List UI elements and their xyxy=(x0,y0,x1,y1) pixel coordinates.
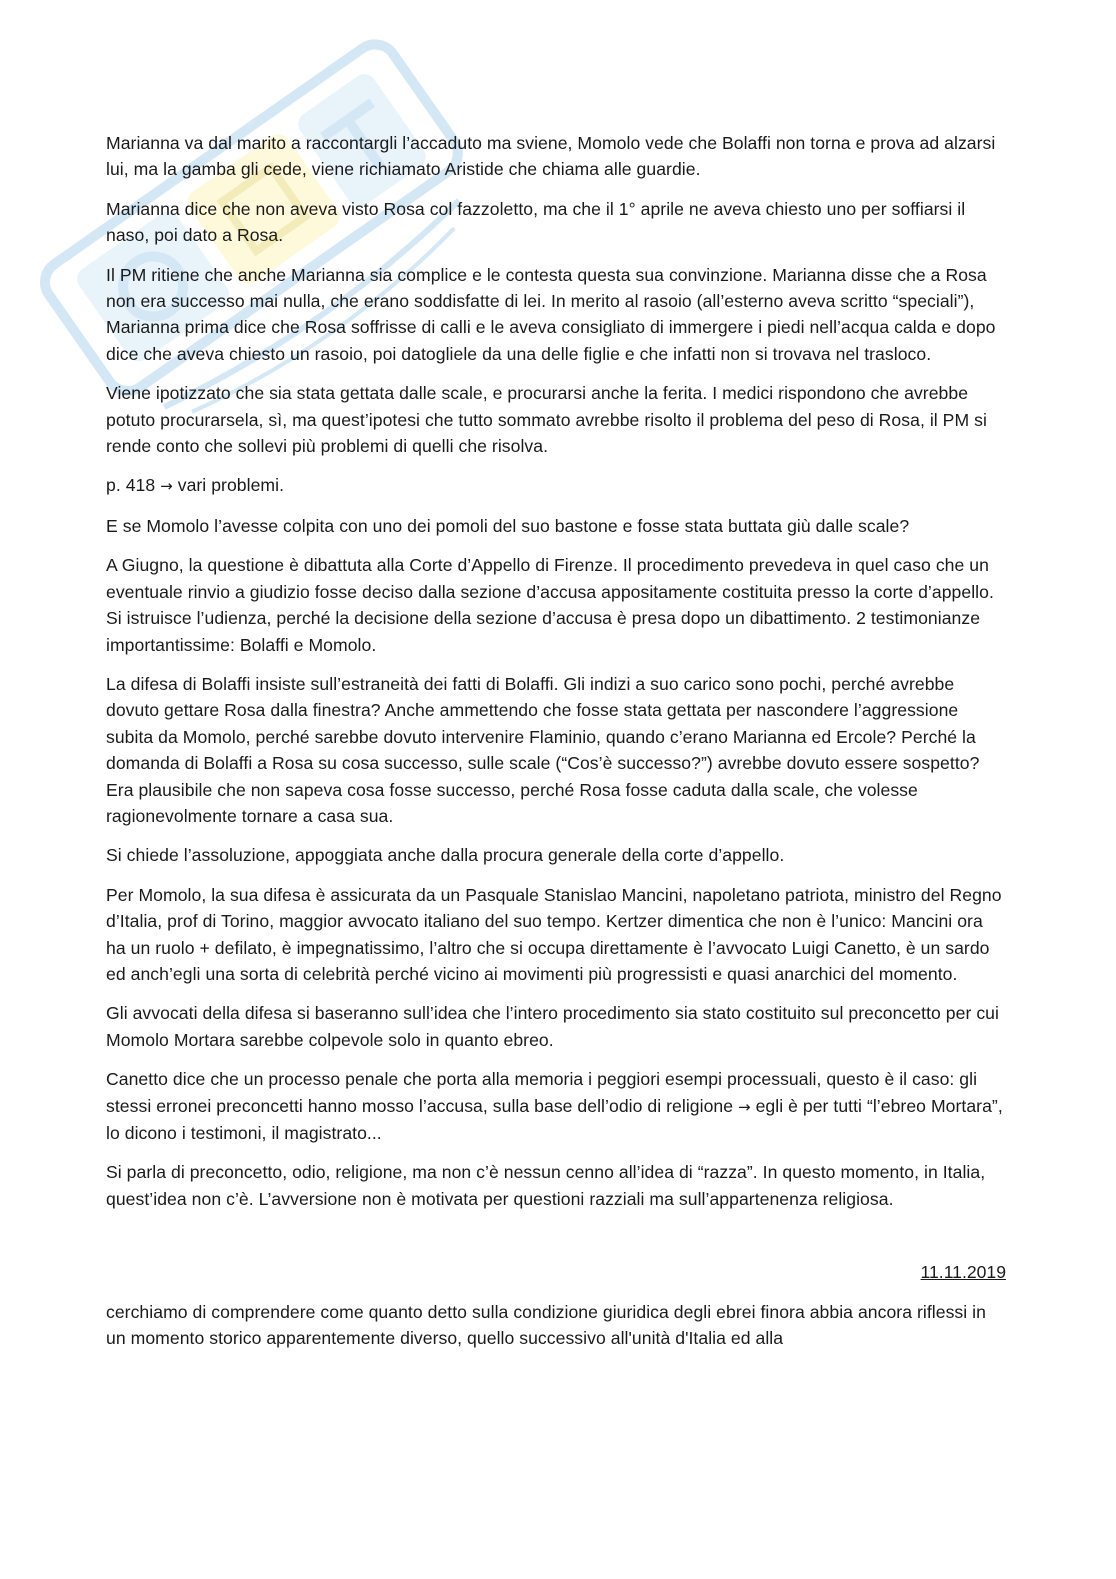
paragraph: Per Momolo, la sua difesa è assicurata da un Pasquale Stanislao Mancini, napoletano patriota, ministro del Regno d’Italia, prof di Torino, maggior avvocato italiano del suo tempo. Kertzer dimentica che non è l’unico: Mancini ora ha un ruolo + defilato, è impegnatissimo, l’altro che si occupa direttamente è l’avvocato Luigi Canetto, è un sardo ed anch’egli una sorta di celebrità perché vicino ai movimenti più progressisti e quasi anarchici del momento. xyxy=(106,884,1002,984)
page-reference-text: p. 418 xyxy=(106,475,161,496)
right-arrow-icon: → xyxy=(160,477,173,496)
paragraph: Gli avvocati della difesa si baseranno sull’idea che l’intero procedimento sia stato costituito sul preconcetto per cui Momolo Mortara sarebbe colpevole solo in quanto ebreo. xyxy=(106,1003,999,1050)
paragraph-canetto xyxy=(106,1066,1006,1146)
paragraph: A Giugno, la questione è dibattuta alla Corte d’Appello di Firenze. Il procedimento prevedeva in quel caso che un eventuale rinvio a giudizio fosse deciso dalla sezione d’accusa appositamente costituita presso la corte d’appello. Si istruisce l’udienza, perché la decisione della sezione d’accusa è presa dopo un dibattimento. 2 testimonianze importantissime: Bolaffi e Momolo. xyxy=(106,555,994,655)
paragraph: La difesa di Bolaffi insiste sull’estraneità dei fatti di Bolaffi. Gli indizi a suo carico sono pochi, perché avrebbe dovuto gettare Rosa dalla finestra? Anche ammettendo che fosse stata gettata per nascondere l’aggressione subita da Momolo, perché sarebbe dovuto intervenire Flaminio, quando c’erano Marianna ed Ercole? Perché la domanda di Bolaffi a Rosa su cosa successo, sulle scale (“Cos’è successo?”) avrebbe dovuto essere sospetto? Era plausibile che non sapeva cosa fosse successo, perché Rosa fosse caduta dalla scale, che volesse ragionevolmente tornare a casa sua. xyxy=(106,673,980,826)
paragraph: Marianna va dal marito a raccontargli l’accaduto ma sviene, Momolo vede che Bolaffi non torna e prova ad alzarsi lui, ma la gamba gli cede, viene richiamato Aristide che chiama alle guardie. xyxy=(106,133,996,180)
paragraph: Il PM ritiene che anche Marianna sia complice e le contesta questa sua convinzione. Marianna disse che a Rosa non era successo mai nulla, che erano soddisfatte di lei. In merito al rasoio (all’esterno aveva scritto “speciali”), Marianna prima dice che Rosa soffrisse di calli e le aveva consigliato di immergere i piedi nell’acqua calda e dopo dice che aveva chiesto un rasoio, poi datogliele da una delle figlie e che infatti non si trovava nel trasloco. xyxy=(106,264,996,364)
paragraph-canetto-end: egli è per tutti “l’ebreo Mortara”, lo dicono i testimoni, il magistrato... xyxy=(106,1095,1003,1143)
paragraph: E se Momolo l’avesse colpita con uno dei pomoli del suo bastone e fosse stata buttata giù dalle scale? xyxy=(106,515,910,536)
paragraph-canetto-start: Canetto dice che un processo penale che porta alla memoria i peggiori esempi processuali, questo è il caso: gli stessi erronei preconcetti hanno mosso l’accusa, sulla base dell’odio di religione xyxy=(106,1069,978,1116)
lecture-date-line xyxy=(106,1259,1006,1285)
paragraph: Si chiede l’assoluzione, appoggiata anche dalla procura generale della corte d’appello. xyxy=(106,845,785,866)
paragraph: Marianna dice che non aveva visto Rosa col fazzoletto, ma che il 1° aprile ne aveva chiesto uno per soffiarsi il naso, poi dato a Rosa. xyxy=(106,198,966,246)
page-reference-note: vari problemi. xyxy=(172,475,285,496)
right-arrow-icon: → xyxy=(738,1097,751,1116)
page-reference xyxy=(106,472,1006,499)
paragraph: Viene ipotizzato che sia stata gettata dalle scale, e procurarsi anche la ferita. I medici rispondono che avrebbe potuto procurarsela, sì, ma quest’ipotesi che tutto sommato avrebbe risolto il problema del peso di Rosa, il PM si rende conto che sollevi più problemi di quelli che risolva. xyxy=(106,383,987,457)
paragraph: cerchiamo di comprendere come quanto detto sulla condizione giuridica degli ebrei finora abbia ancora riflessi in un momento storico apparentemente diverso, quello successivo all'unità d'Italia ed alla xyxy=(106,1301,986,1349)
lecture-date: 11.11.2019 xyxy=(920,1262,1006,1283)
paragraph: Si parla di preconcetto, odio, religione, ma non c’è nessun cenno all’idea di “razza”. In questo momento, in Italia, quest’idea non c’è. L’avversione non è motivata per questioni razziali ma sull’appartenenza religiosa. xyxy=(106,1162,986,1209)
document-page xyxy=(106,130,1006,1364)
